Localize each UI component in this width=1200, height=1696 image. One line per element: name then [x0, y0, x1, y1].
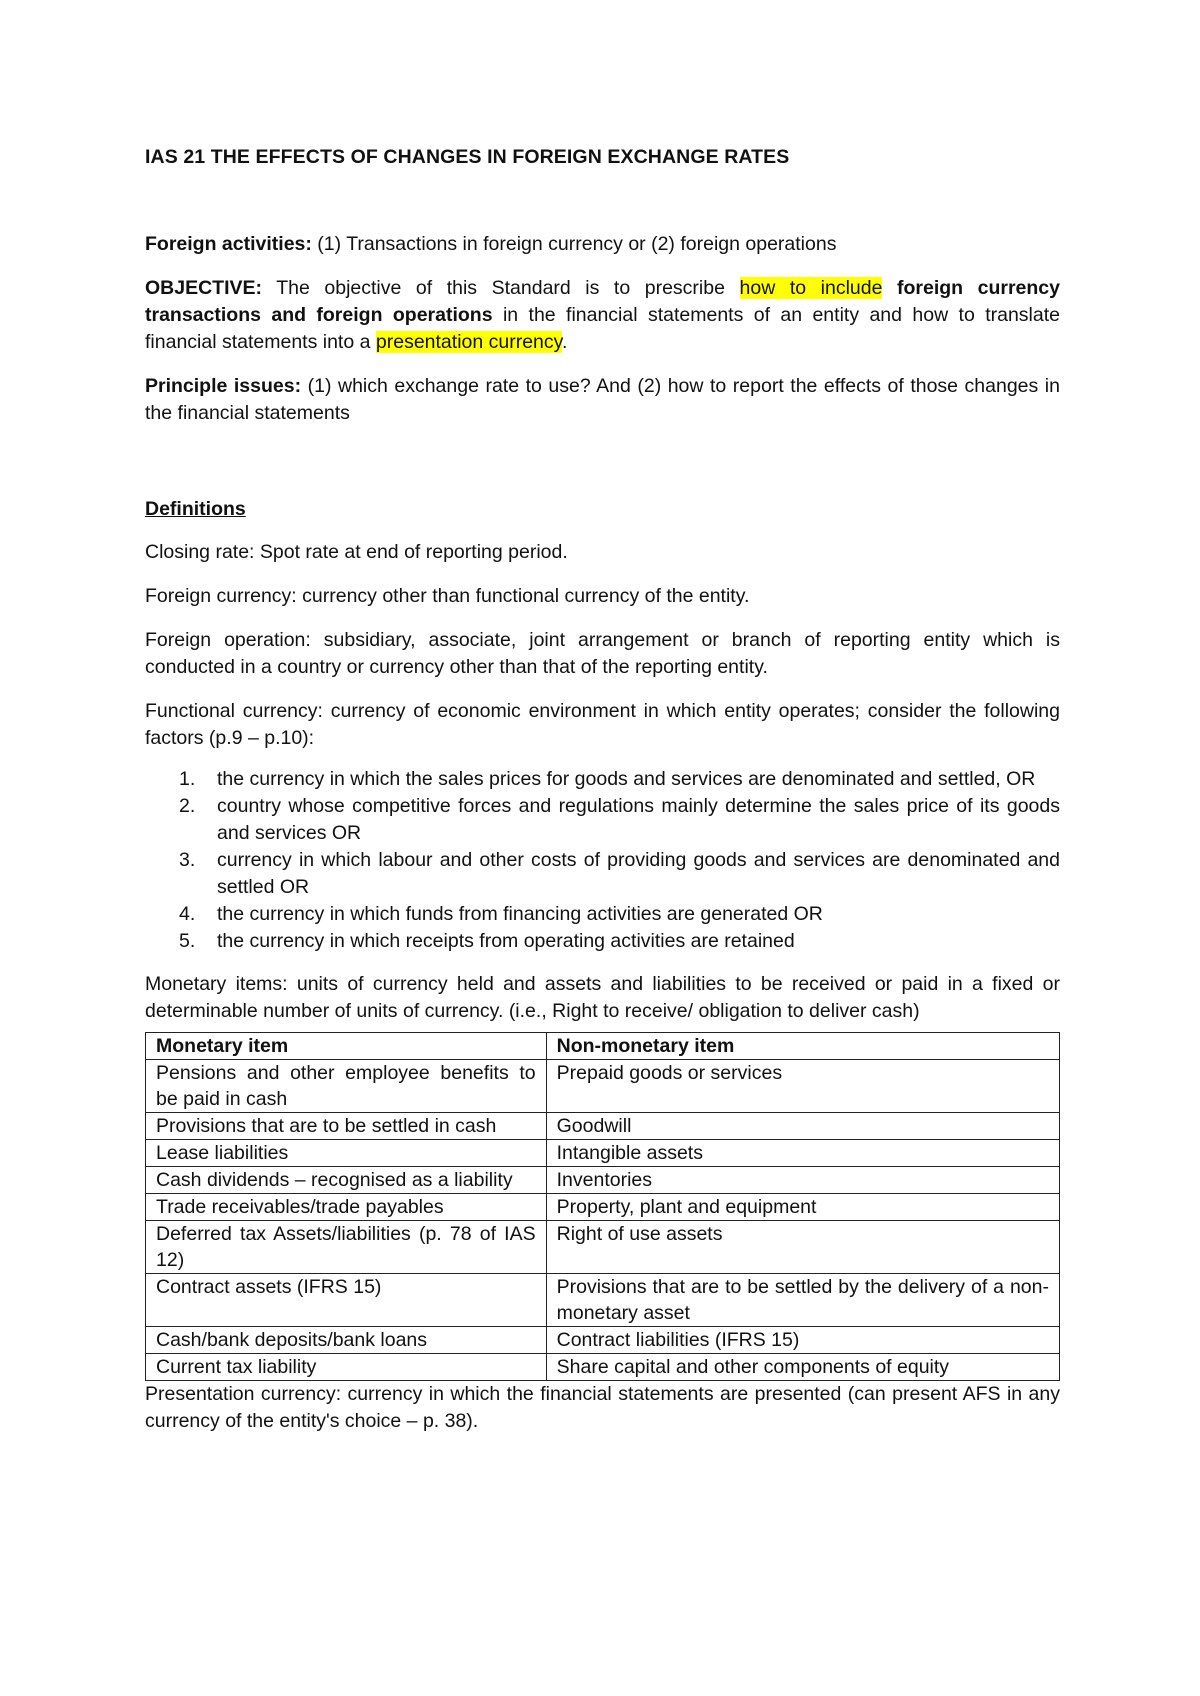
monetary-cell: Current tax liability — [146, 1354, 547, 1381]
monetary-cell: Trade receivables/trade payables — [146, 1194, 547, 1221]
monetary-cell: Cash dividends – recognised as a liability — [146, 1167, 547, 1194]
table-row — [146, 1060, 1060, 1113]
factor-text: country whose competitive forces and regulations mainly determine the sales price of its goods and services OR — [217, 795, 1060, 844]
table-row — [146, 1274, 1060, 1327]
factor-text: the currency in which the sales prices for goods and services are denominated and settled, OR — [217, 768, 1036, 790]
monetary-items-definition: Monetary items: units of currency held and assets and liabilities to be received or paid in a fixed or determinable number of units of currency. (i.e., Right to receive/ obligation to deliver cash) — [145, 973, 1060, 1022]
objective-highlight-1: how to include — [739, 277, 883, 299]
table-row — [146, 1140, 1060, 1167]
closing-rate-definition: Closing rate: Spot rate at end of reporting period. — [145, 541, 568, 563]
factor-number: 5. — [179, 930, 196, 952]
principle-issues-paragraph — [145, 373, 1060, 427]
monetary-cell: Provisions that are to be settled in cash — [146, 1113, 547, 1140]
factor-item — [179, 793, 1060, 847]
objective-text-2: in the financial statements of an entity and how to translate financial statements into a — [145, 304, 1060, 353]
table-row — [146, 1194, 1060, 1221]
factor-text: currency in which labour and other costs of providing goods and services are denominated and settled OR — [217, 849, 1060, 898]
objective-highlight-2: presentation currency — [375, 331, 562, 353]
factor-number: 4. — [179, 903, 196, 925]
objective-text-3: . — [561, 331, 568, 353]
non-monetary-cell: Inventories — [546, 1167, 1059, 1194]
table-row — [146, 1167, 1060, 1194]
factor-text: the currency in which receipts from operating activities are retained — [217, 930, 795, 952]
table-header-row — [146, 1033, 1060, 1060]
objective-label: OBJECTIVE: — [145, 277, 263, 299]
monetary-items-table — [145, 1032, 1060, 1381]
non-monetary-cell: Goodwill — [546, 1113, 1059, 1140]
factor-item — [179, 901, 1060, 928]
monetary-cell: Cash/bank deposits/bank loans — [146, 1327, 547, 1354]
factor-number: 2. — [179, 795, 196, 817]
foreign-activities-text: (1) Transactions in foreign currency or (2) foreign operations — [311, 233, 837, 255]
non-monetary-cell: Property, plant and equipment — [546, 1194, 1059, 1221]
table-header-non-monetary: Non-monetary item — [546, 1033, 1059, 1060]
objective-bold-1: foreign currency transactions and foreign operations — [145, 277, 1060, 326]
monetary-cell: Contract assets (IFRS 15) — [146, 1274, 547, 1327]
table-row — [146, 1354, 1060, 1381]
monetary-cell: Pensions and other employee benefits to be paid in cash — [146, 1060, 547, 1113]
foreign-operation-definition: Foreign operation: subsidiary, associate, joint arrangement or branch of reporting entity which is conducted in a country or currency other than that of the reporting entity. — [145, 629, 1060, 678]
factor-item — [179, 766, 1060, 793]
factor-item — [179, 847, 1060, 901]
presentation-currency-definition: Presentation currency: currency in which the financial statements are presented (can present AFS in any currency of the entity's choice – p. 38). — [145, 1383, 1060, 1432]
principle-issues-text: (1) which exchange rate to use? And (2) how to report the effects of those changes in the financial statements — [145, 375, 1060, 424]
objective-text-1: The objective of this Standard is to prescribe — [262, 277, 740, 299]
non-monetary-cell: Right of use assets — [546, 1221, 1059, 1274]
non-monetary-cell: Intangible assets — [546, 1140, 1059, 1167]
factor-number: 1. — [179, 768, 196, 790]
factor-text: the currency in which funds from financing activities are generated OR — [217, 903, 823, 925]
monetary-cell: Lease liabilities — [146, 1140, 547, 1167]
non-monetary-cell: Provisions that are to be settled by the delivery of a non-monetary asset — [546, 1274, 1059, 1327]
factor-item — [179, 928, 1060, 955]
document-body — [145, 231, 1060, 1435]
foreign-activities-paragraph — [145, 231, 1060, 258]
factor-number: 3. — [179, 849, 196, 871]
principle-issues-label: Principle issues: — [145, 375, 302, 397]
non-monetary-cell: Share capital and other components of equity — [546, 1354, 1059, 1381]
foreign-currency-definition: Foreign currency: currency other than functional currency of the entity. — [145, 585, 750, 607]
objective-paragraph — [145, 275, 1060, 356]
functional-currency-factors-list — [145, 766, 1060, 955]
definitions-heading: Definitions — [145, 498, 246, 520]
non-monetary-cell: Contract liabilities (IFRS 15) — [546, 1327, 1059, 1354]
table-row — [146, 1113, 1060, 1140]
foreign-activities-label: Foreign activities: — [145, 233, 312, 255]
table-header-monetary: Monetary item — [146, 1033, 547, 1060]
document-title: IAS 21 THE EFFECTS OF CHANGES IN FOREIGN EXCHANGE RATES — [145, 146, 790, 168]
non-monetary-cell: Prepaid goods or services — [546, 1060, 1059, 1113]
monetary-cell: Deferred tax Assets/liabilities (p. 78 of IAS 12) — [146, 1221, 547, 1274]
functional-currency-definition: Functional currency: currency of economic environment in which entity operates; consider the following factors (p.9 – p.10): — [145, 700, 1060, 749]
table-row — [146, 1221, 1060, 1274]
table-row — [146, 1327, 1060, 1354]
